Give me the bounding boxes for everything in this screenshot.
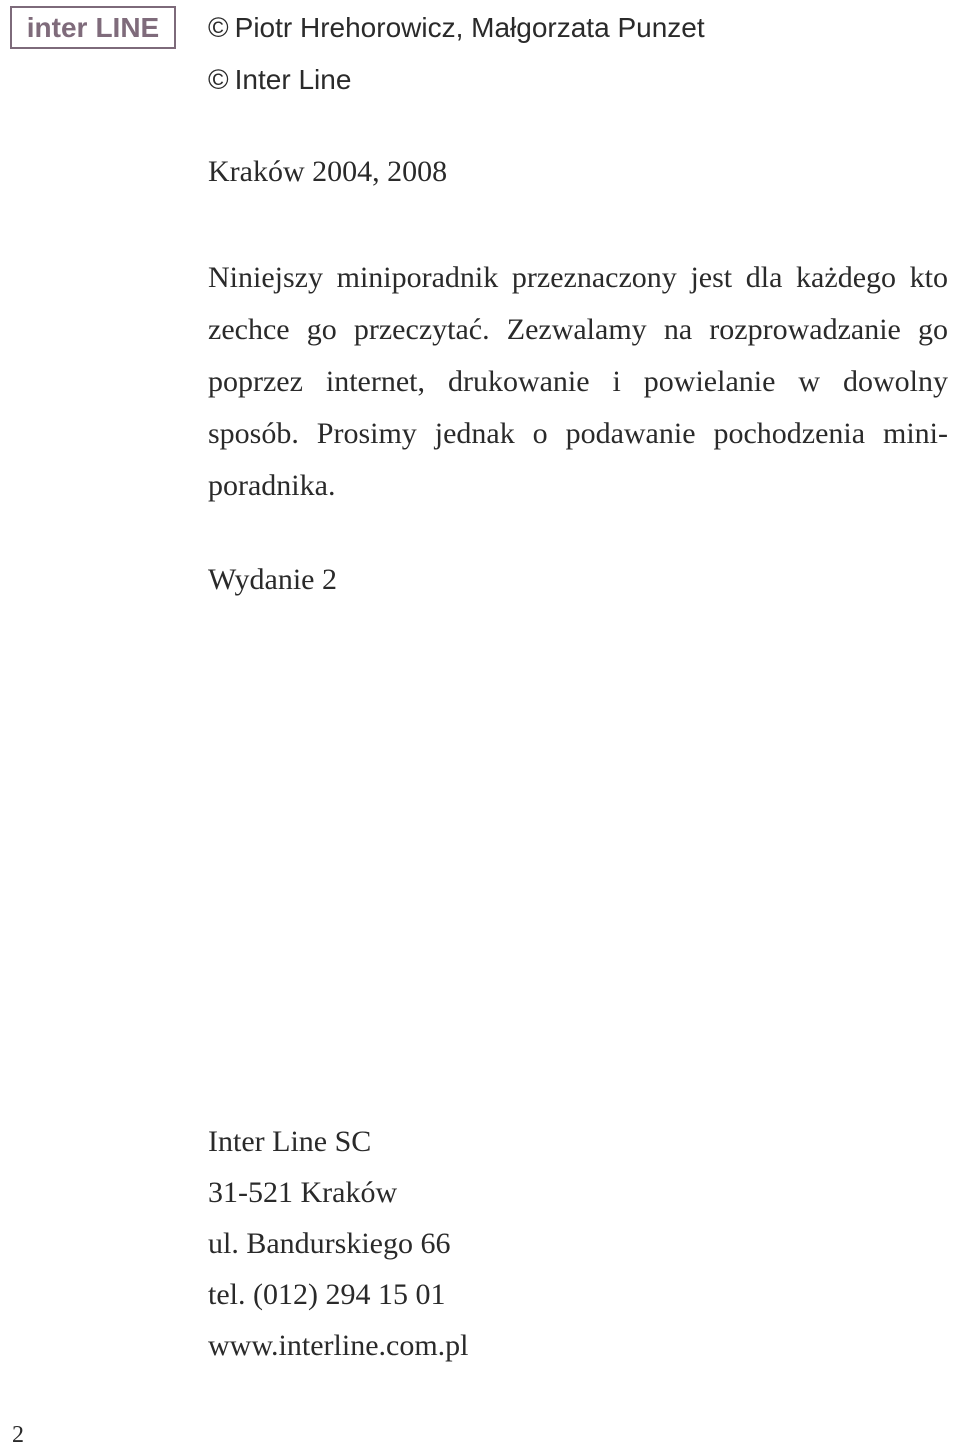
logo-word-inter: inter: [26, 11, 88, 43]
usage-notice: Niniejszy miniporadnik przeznaczony jest dla każdego kto zechce go przeczytać. Zezwalamy na rozprowadzanie go poprzez internet, drukowanie i powielanie w dowolny sposób. Prosimy jednak o podawanie pochodzenia miniporadnika.: [208, 261, 948, 502]
logo-wordmark: [27, 13, 159, 43]
copyright-publisher: [208, 54, 705, 106]
place-date: Kraków 2004, 2008: [208, 155, 448, 188]
copyright-block: [208, 2, 705, 106]
address-company: Inter Line SC: [208, 1125, 372, 1158]
logo-inner: [18, 13, 168, 43]
copyright-icon: ©: [208, 64, 229, 95]
logo-word-line: LINE: [95, 11, 160, 43]
address-street: ul. Bandurskiego 66: [208, 1227, 451, 1260]
address-phone: tel. (012) 294 15 01: [208, 1278, 446, 1311]
copyright-authors: [208, 2, 705, 54]
copyright-publisher-text: Inter Line: [234, 64, 352, 95]
publisher-address: [208, 1116, 469, 1371]
edition: Wydanie 2: [208, 563, 337, 596]
page-number: 2: [12, 1422, 24, 1448]
copyright-icon: ©: [208, 12, 229, 43]
address-postal: 31-521 Kraków: [208, 1176, 398, 1209]
copyright-authors-text: Piotr Hrehorowicz, Małgorzata Punzet: [234, 12, 705, 43]
inter-line-logo: [10, 6, 176, 49]
address-website: www.interline.com.pl: [208, 1329, 469, 1362]
